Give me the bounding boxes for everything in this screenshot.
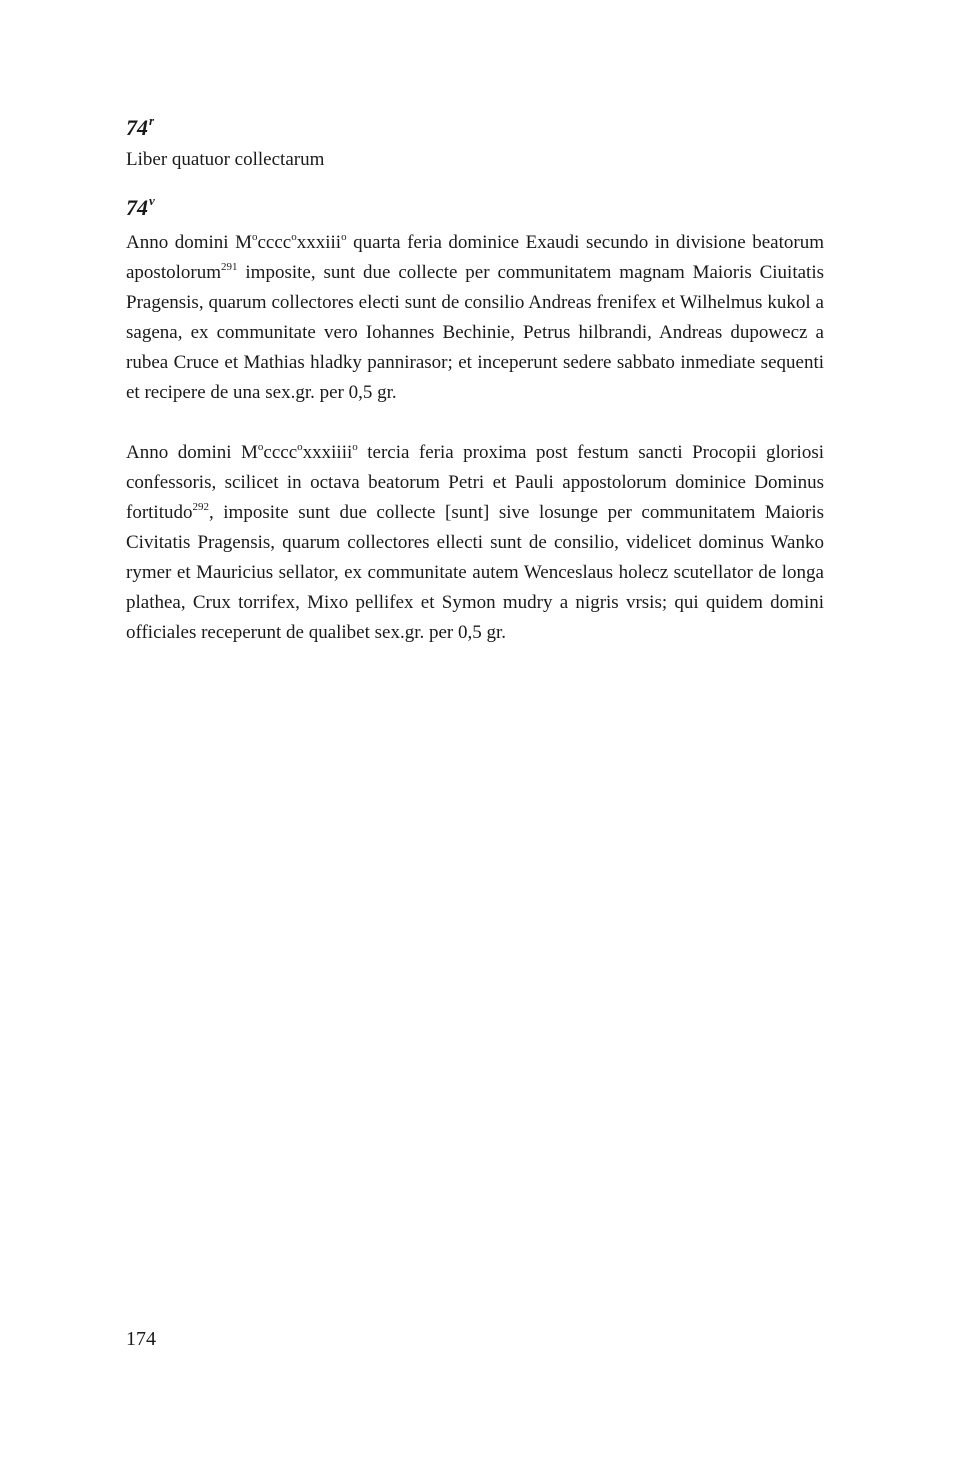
superscript: o — [297, 441, 303, 453]
text-run: xxxiii — [296, 232, 342, 253]
text-run: cccc — [257, 232, 292, 253]
text-run: xxxiiii — [302, 442, 353, 463]
superscript: o — [291, 231, 297, 243]
footnote-marker: 292 — [192, 501, 209, 513]
superscript: o — [341, 231, 347, 243]
superscript: o — [257, 441, 264, 453]
text-run: cccc — [263, 442, 298, 463]
folio-number: 74 — [126, 115, 148, 140]
superscript: o — [352, 441, 358, 453]
folio-recto-heading — [126, 113, 155, 143]
folio-number: 74 — [126, 195, 148, 220]
entry-paragraph-2 — [126, 438, 824, 648]
superscript: o — [252, 231, 258, 243]
folio-verso-heading — [126, 193, 155, 223]
text-run: tercia feria proxima post festum sancti Procopii gloriosi confessoris, scilicet in octava beatorum Petri et Pauli appostolorum dominice Dominus fortitudo — [126, 442, 824, 523]
book-title: Liber quatuor collectarum — [126, 149, 325, 170]
text-run: Anno domini M — [126, 232, 252, 253]
folio-side-marker: v — [149, 193, 155, 208]
text-run: Anno domini M — [126, 442, 258, 463]
folio-side-marker: r — [149, 113, 155, 128]
page-number: 174 — [126, 1328, 156, 1350]
entry-paragraph-1 — [126, 228, 824, 408]
footnote-marker: 291 — [221, 261, 238, 273]
text-run: , imposite sunt due collecte [sunt] sive losunge per communitatem Maioris Civitatis Pragensis, quarum collectores ellecti sunt de consilio, videlicet dominus Wanko rymer et Mauricius sellator, ex communitate autem Wenceslaus holecz scutellator de longa plathea, Crux torrifex, Mixo pellifex et Symon mudry a nigris vrsis; qui quidem domini officiales receperunt de qualibet sex.gr. per 0,5 gr. — [126, 502, 824, 643]
text-run: quarta feria dominice Exaudi secundo in divisione beatorum apostolorum — [126, 232, 824, 283]
text-run: imposite, sunt due collecte per communitatem magnam Maioris Ciuitatis Pragensis, quarum collectores electi sunt de consilio Andreas frenifex et Wilhelmus kukol a sagena, ex communitate vero Iohannes Bechinie, Petrus hilbrandi, Andreas dupowecz a rubea Cruce et Mathias hladky pannirasor; et inceperunt sedere sabbato inmediate sequenti et recipere de una sex.gr. per 0,5 gr. — [126, 262, 824, 403]
